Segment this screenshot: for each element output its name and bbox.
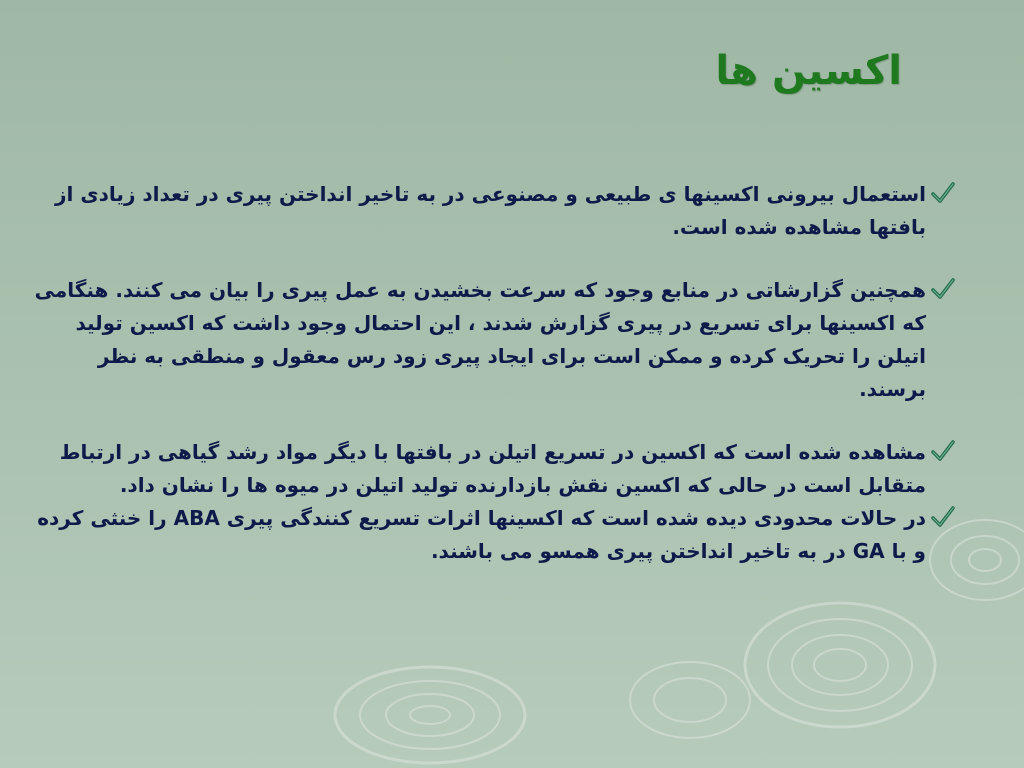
bullet-item — [26, 274, 956, 406]
bullet-item — [26, 436, 956, 502]
bullet-text: در حالات محدودی دیده شده است که اکسینها اثرات تسریع کنندگی پیری ABA را خنثی کرده و با GA در به تاخیر انداختن پیری همسو می باشند. — [37, 506, 926, 563]
bullet-item — [26, 178, 956, 244]
check-icon — [930, 504, 956, 530]
bullet-list — [26, 178, 956, 568]
check-icon — [930, 180, 956, 206]
check-icon — [930, 438, 956, 464]
bullet-text: استعمال بیرونی اکسینها ی طبیعی و مصنوعی در به تاخیر انداختن پیری در تعداد زیادی از بافتها مشاهده شده است. — [55, 182, 926, 239]
bullet-item — [26, 502, 956, 568]
slide-title: اکسین ها — [715, 48, 902, 94]
check-icon — [930, 276, 956, 302]
bullet-text: مشاهده شده است که اکسین در تسریع اتیلن در بافتها با دیگر مواد رشد گیاهی در ارتباط متقابل است در حالی که اکسین نقش بازدارنده تولید اتیلن در میوه ها را نشان داد. — [59, 440, 926, 497]
bullet-text: همچنین گزارشاتی در منابع وجود که سرعت بخشیدن به عمل پیری را بیان می کنند. هنگامی که اکسینها برای تسریع در پیری گزارش شدند ، این احتمال وجود داشت که اکسین تولید اتیلن را تحریک کرده و ممکن است برای ایجاد پیری زود رس معقول و منطقی به نظر برسند. — [34, 278, 926, 401]
